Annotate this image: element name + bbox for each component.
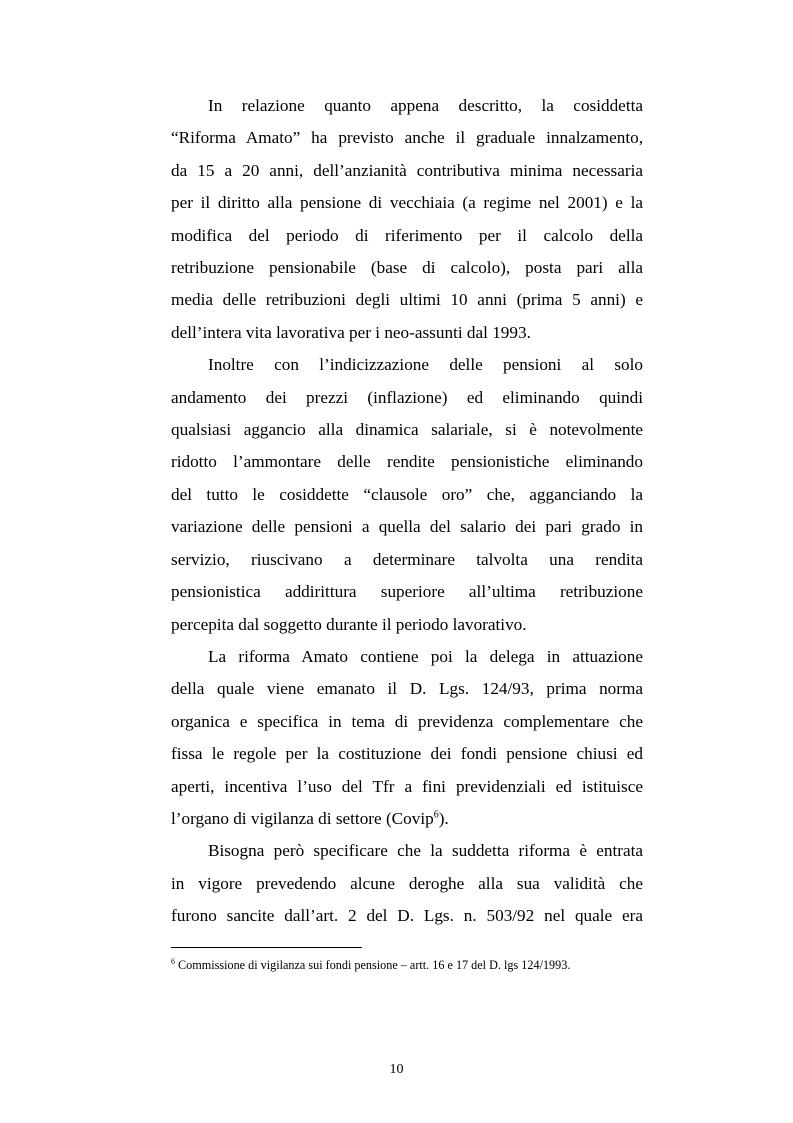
text-line: per il diritto alla pensione di vecchiaia (a regime nel 2001) e la — [171, 193, 643, 213]
text-line: della quale viene emanato il D. Lgs. 124/93, prima norma — [171, 679, 643, 699]
paragraph-3 — [171, 641, 643, 835]
text-fragment: ). — [438, 808, 449, 828]
text-line: andamento dei prezzi (inflazione) ed eliminando quindi — [171, 387, 643, 407]
text-line: Inoltre con l’indicizzazione delle pensioni al solo — [208, 355, 643, 375]
text-fragment: l’organo di vigilanza di settore (Covip — [171, 808, 434, 828]
text-line: ridotto l’ammontare delle rendite pensionistiche eliminando — [171, 452, 643, 472]
footnote — [171, 957, 643, 973]
footnote-separator — [171, 947, 362, 948]
text-line — [171, 803, 643, 835]
text-line: in vigore prevedendo alcune deroghe alla sua validità che — [171, 873, 643, 893]
text-line: pensionistica addirittura superiore all’ultima retribuzione — [171, 582, 643, 602]
text-line: del tutto le cosiddette “clausole oro” che, agganciando la — [171, 484, 643, 504]
text-line: percepita dal soggetto durante il periodo lavorativo. — [171, 614, 527, 634]
footnote-reference: 6 — [433, 809, 439, 821]
text-line: aperti, incentiva l’uso del Tfr a fini previdenziali ed istituisce — [171, 776, 643, 796]
text-line: fissa le regole per la costituzione dei fondi pensione chiusi ed — [171, 744, 643, 764]
text-line: modifica del periodo di riferimento per il calcolo della — [171, 225, 643, 245]
text-line: dell’intera vita lavorativa per i neo-assunti dal 1993. — [171, 322, 531, 342]
body-text — [171, 90, 643, 933]
footnote-marker: 6 — [171, 956, 175, 966]
text-line: media delle retribuzioni degli ultimi 10 anni (prima 5 anni) e — [171, 290, 643, 310]
paragraph-4 — [171, 835, 643, 932]
text-line: qualsiasi aggancio alla dinamica salariale, si è notevolmente — [171, 420, 643, 440]
text-line: Bisogna però specificare che la suddetta riforma è entrata — [208, 841, 643, 861]
text-line: organica e specifica in tema di previdenza complementare che — [171, 711, 643, 731]
text-line: In relazione quanto appena descritto, la cosiddetta — [208, 96, 643, 115]
text-line: variazione delle pensioni a quella del salario dei pari grado in — [171, 517, 643, 537]
text-line: furono sancite dall’art. 2 del D. Lgs. n. 503/92 nel quale era — [171, 906, 643, 926]
text-line: “Riforma Amato” ha previsto anche il graduale innalzamento, — [171, 128, 643, 148]
text-line: servizio, riuscivano a determinare talvolta una rendita — [171, 549, 643, 569]
footnote-text: Commissione di vigilanza sui fondi pensione – artt. 16 e 17 del D. lgs 124/1993. — [175, 958, 571, 972]
paragraph-2 — [171, 349, 643, 641]
text-line: La riforma Amato contiene poi la delega in attuazione — [208, 646, 643, 666]
page-number: 10 — [389, 1062, 404, 1077]
text-line: retribuzione pensionabile (base di calcolo), posta pari alla — [171, 258, 643, 278]
text-line: da 15 a 20 anni, dell’anzianità contributiva minima necessaria — [171, 160, 643, 180]
paragraph-1 — [171, 90, 643, 349]
